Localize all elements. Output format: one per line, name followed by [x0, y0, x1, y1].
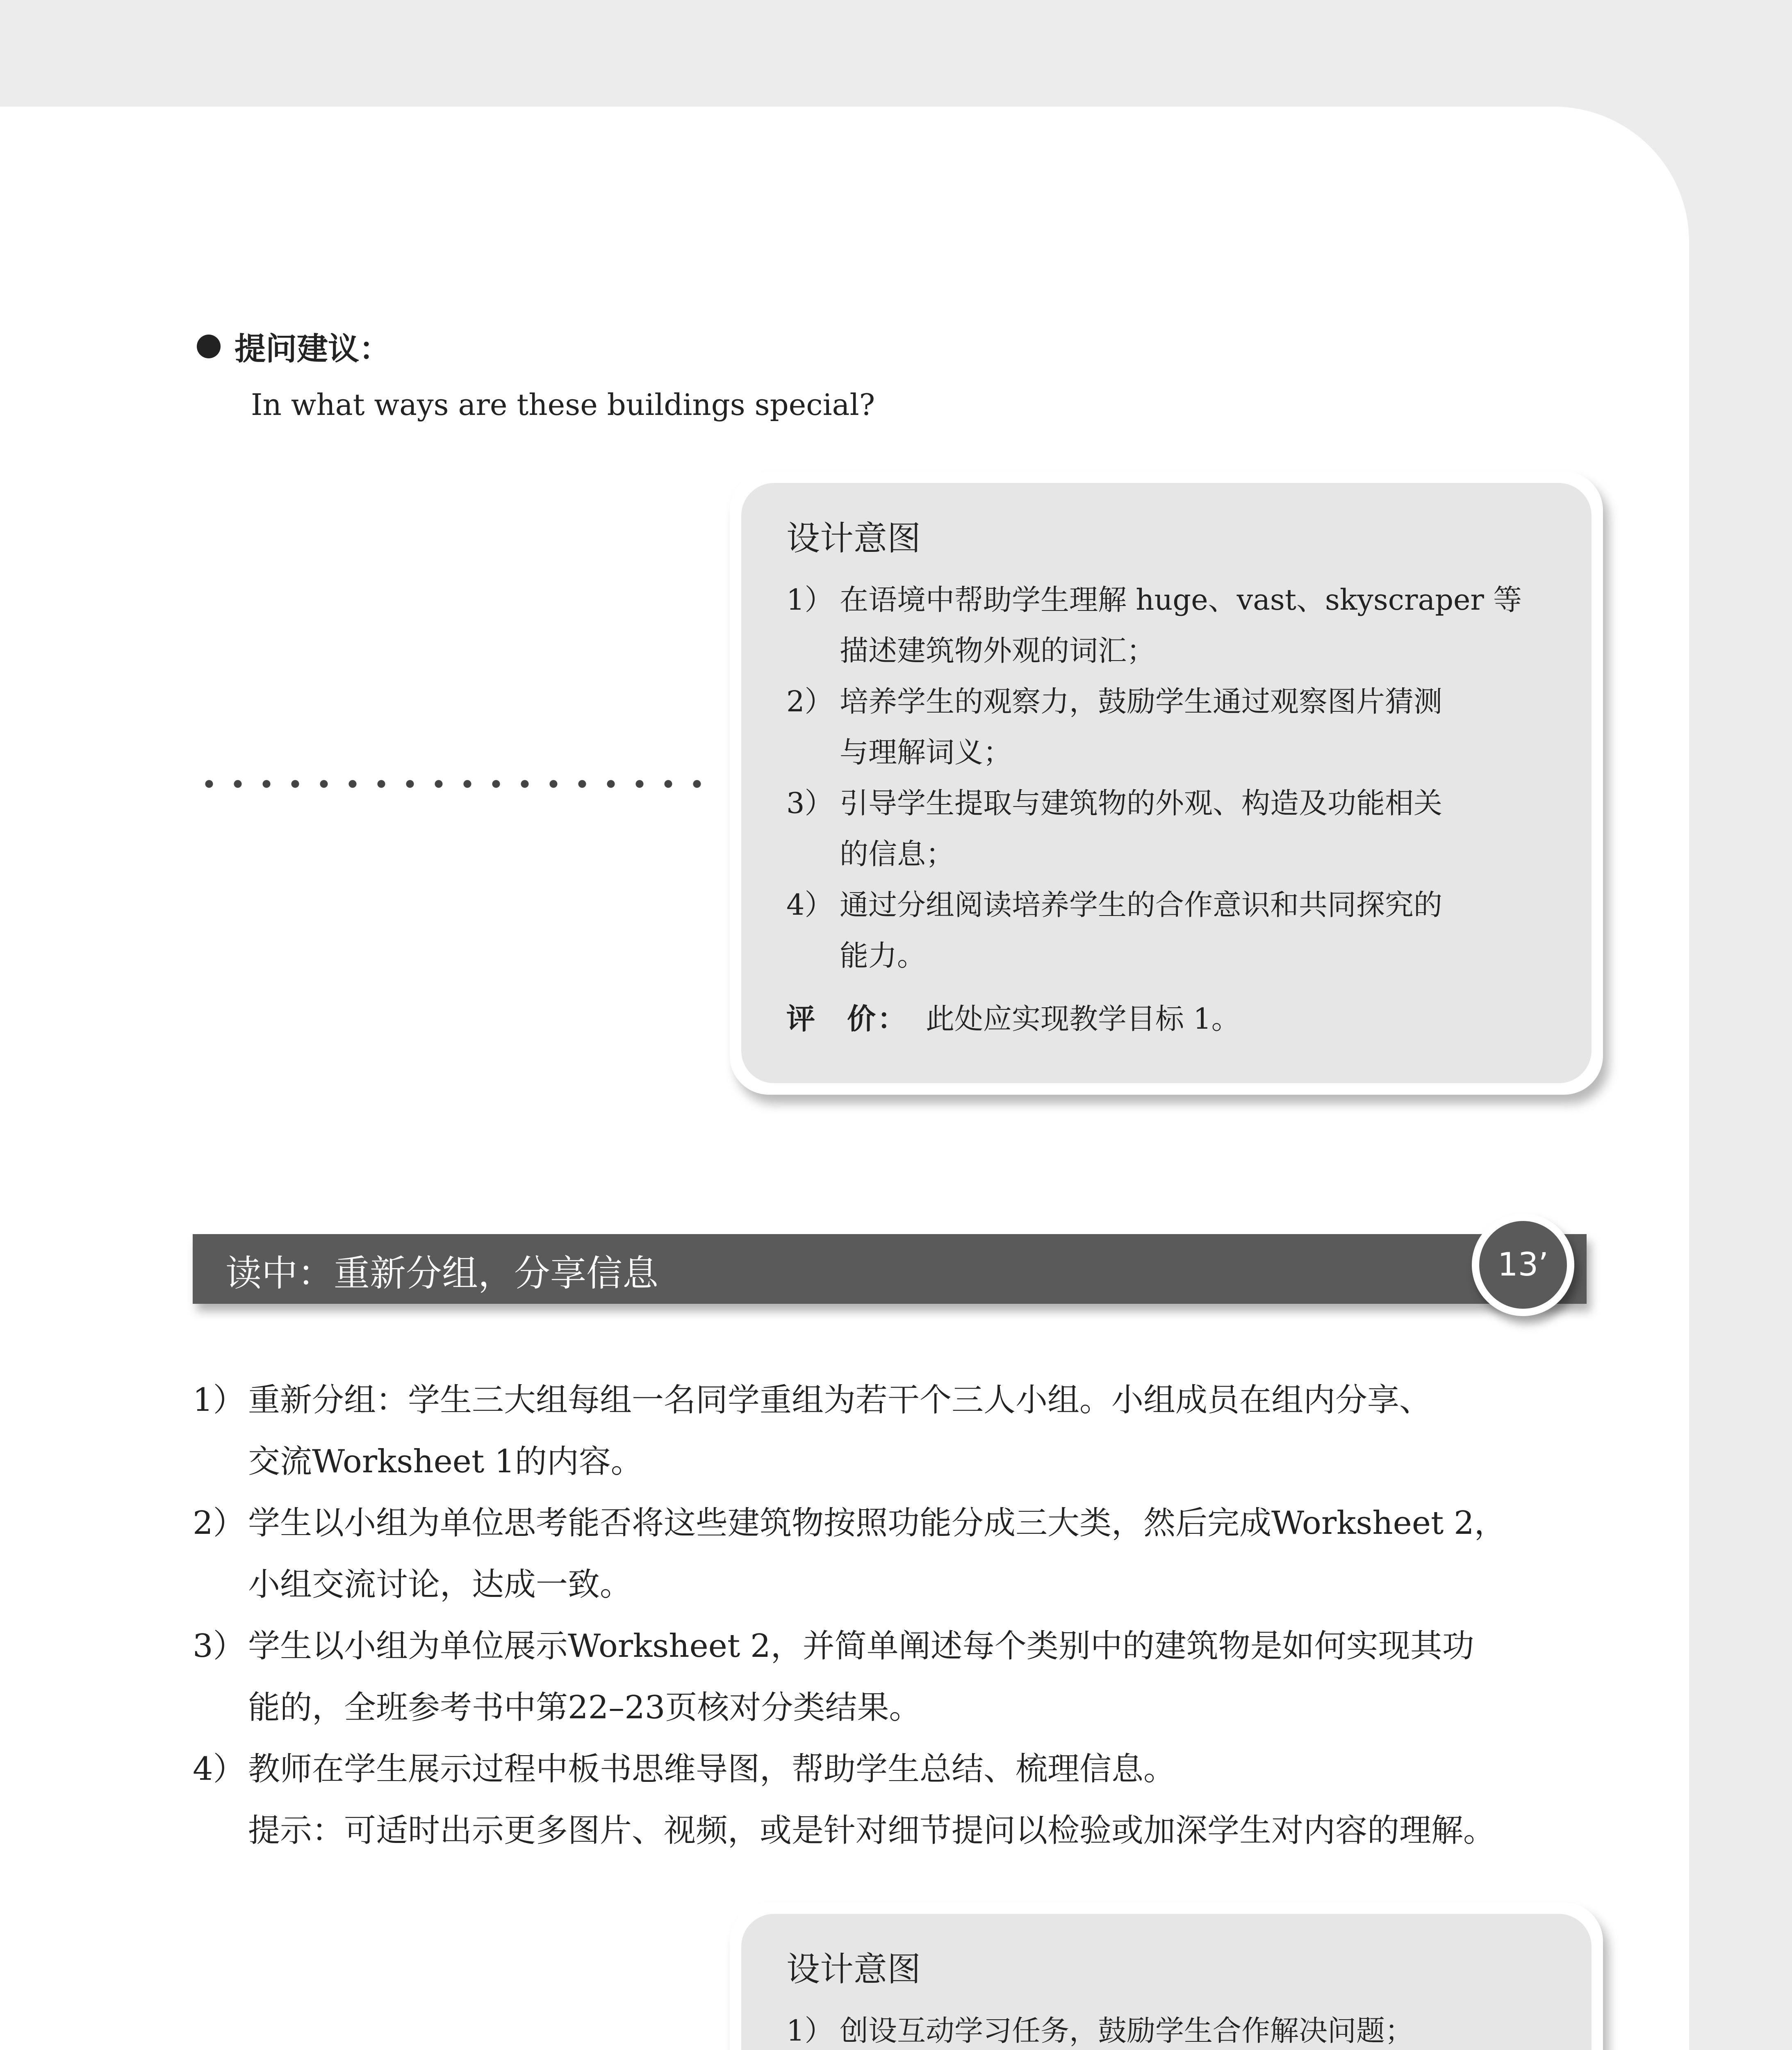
step-item: 3） 学生以小组为单位展示Worksheet 2，并简单阐述每个类别中的建筑物是如何实现其功 能的，全班参考书中第22–23页核对分类结果。 — [193, 1628, 1474, 1726]
step-item: 4） 教师在学生展示过程中板书思维导图，帮助学生总结、梳理信息。 — [193, 1751, 1176, 1788]
design-item: 3） 引导学生提取与建筑物的外观、构造及功能相关 的信息； — [786, 786, 1442, 871]
step-list — [193, 1369, 1628, 1861]
time-badge — [1472, 1214, 1574, 1316]
question-heading-text: 提问建议： — [235, 330, 390, 367]
design-intent-box-1 — [730, 472, 1603, 1095]
design-item: 1） 在语境中帮助学生理解 huge、vast、skyscraper 等 描述建筑物外观的词汇； — [786, 583, 1522, 667]
design-intent-box-2 — [730, 1902, 1603, 2050]
section-title: 读中：重新分组，分享信息 — [225, 1252, 659, 1294]
design-intent-panel-1 — [741, 483, 1592, 1083]
design-evaluation — [786, 996, 1563, 1037]
design-item: 2） 培养学生的观察力，鼓励学生通过观察图片猜测 与理解词义； — [786, 685, 1442, 769]
evaluation-text: 此处应实现教学目标 1。 — [926, 1002, 1240, 1036]
time-text: 13’ — [1497, 1246, 1549, 1283]
design-intent-title: 设计意图 — [786, 519, 921, 558]
question-heading — [197, 324, 390, 369]
design-intent-panel-2 — [741, 1914, 1592, 2050]
design-intent-title: 设计意图 — [786, 1950, 921, 1989]
step-item: 1） 重新分组：学生三大组每组一名同学重组为若干个三人小组。小组成员在组内分享、 交流Worksheet 1的内容。 — [193, 1382, 1432, 1480]
section-header-bar — [193, 1234, 1587, 1304]
tip-text: 提示：可适时出示更多图片、视频，或是针对细节提问以检验或加深学生对内容的理解。 — [248, 1812, 1496, 1849]
question-text: In what ways are these buildings special? — [251, 387, 875, 422]
step-item: 2） 学生以小组为单位思考能否将这些建筑物按照功能分成三大类，然后完成Worksheet 2， 小组交流讨论，达成一致。 — [193, 1505, 1506, 1603]
design-item: 1） 创设互动学习任务，鼓励学生合作解决问题； — [786, 2014, 1414, 2048]
design-item: 4） 通过分组阅读培养学生的合作意识和共同探究的 能力。 — [786, 888, 1442, 973]
dotted-connector-1 — [195, 779, 703, 789]
evaluation-label: 评 价： — [786, 1002, 908, 1036]
bullet-dot-icon — [197, 335, 221, 358]
